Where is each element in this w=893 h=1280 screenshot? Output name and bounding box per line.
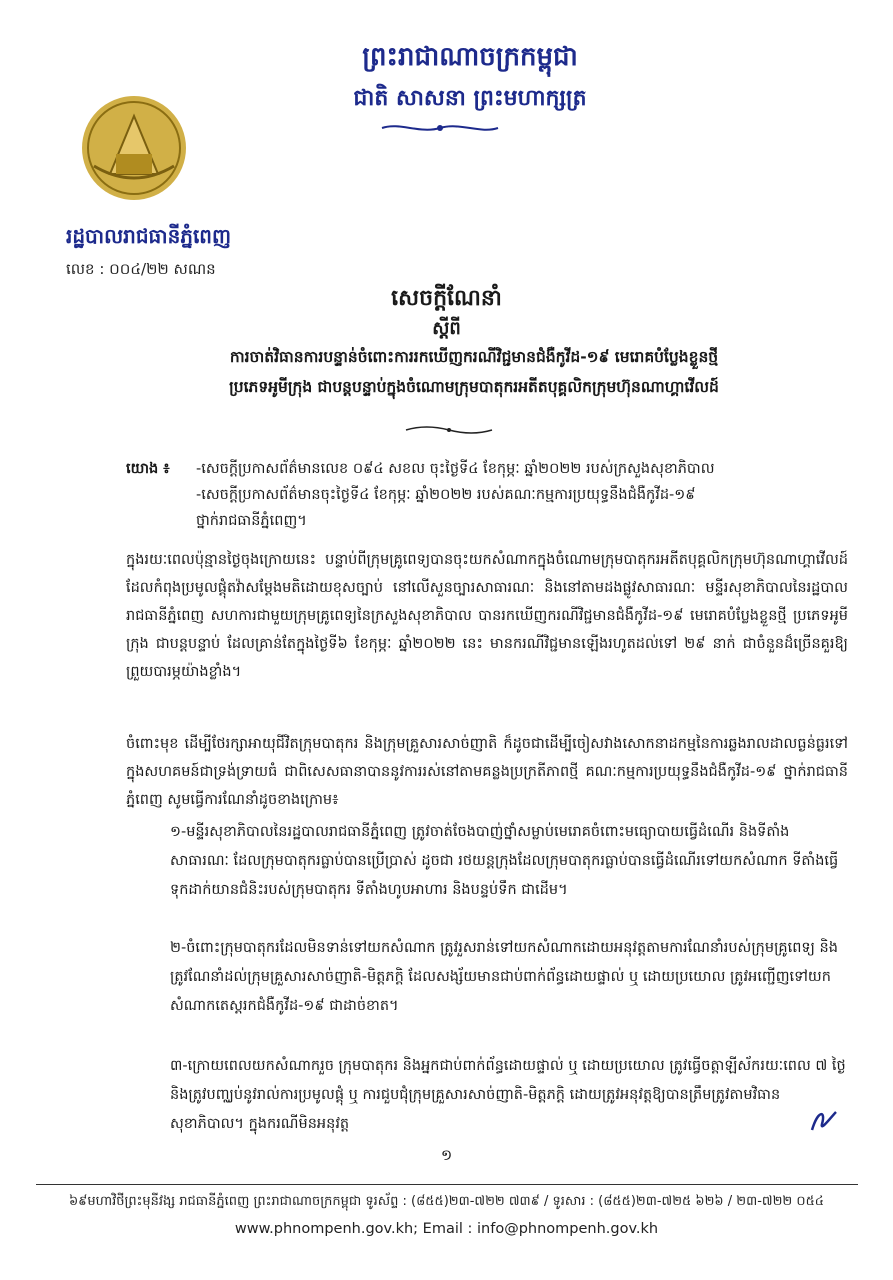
instruction-item-2: ២-ចំពោះក្រុមបាតុករដែលមិនទាន់ទៅយកសំណាក ត្រូវរួសរាន់ទៅយកសំណាកដោយអនុវត្តតាមការណែនាំរបស់ក្រុមគ្រូពេទ្យ និងត្រូវណែនាំដល់ក្រុមគ្រួសារសាច់ញាតិ-មិត្តភក្តិ ដែលសង្ស័យមានជាប់ពាក់ព័ន្ធដោយផ្ទាល់ ឬ ដោយប្រយោល ត្រូវអញ្ជើញទៅយកសំណាកតេស្តរកជំងឺកូវីដ-១៩ ជាដាច់ខាត។ [170,940,838,1014]
reference-number: លេខ : ០០៤/២២ សណន [66,260,216,278]
reference-row-1 [126,456,846,482]
ornament-divider-icon [380,120,500,136]
reference-2-line-2: ថ្នាក់រាជធានីភ្នំពេញ។ [196,513,307,529]
page-number: ១ [440,1146,453,1164]
subject-line-2: ប្រភេទអូមីក្រុង ជាបន្តបន្ទាប់ក្នុងចំណោមក្រុមបាតុករអតីតបុគ្គលិកក្រុមហ៊ុនណាហ្គាវើលដ៍ [229,378,719,396]
subject-line-1: ការចាត់វិធានការបន្ទាន់ចំពោះការរកឃើញករណីវិជ្ជមានជំងឺកូវីដ-១៩ មេរោគបំប្លែងខ្លួនថ្មី [229,348,719,366]
footer-web-email: www.phnompenh.gov.kh; Email : info@phnompenh.gov.kh [234,1221,659,1237]
reference-2-line-1: -សេចក្តីប្រកាសព័ត៌មានចុះថ្ងៃទី៤ ខែកុម្ភៈ ឆ្នាំ២០២២ របស់គណៈកម្មការប្រយុទ្ធនឹងជំងឺកូវីដ-១៩ [196,487,696,503]
footer-divider [36,1184,858,1185]
national-motto: ជាតិ សាសនា ព្រះមហាក្សត្រ [353,86,587,111]
signature-mark-icon [808,1106,840,1138]
kingdom-heading: ព្រះរាជាណាចក្រកម្ពុជា [362,42,578,72]
document-subject [124,342,824,402]
references-block [126,456,846,534]
title-ornament-icon [404,424,494,436]
instruction-item-3: ៣-ក្រោយពេលយកសំណាករួច ក្រុមបាតុករ និងអ្នកជាប់ពាក់ព័ន្ធដោយផ្ទាល់ ឬ ដោយប្រយោល ត្រូវធ្វើចត្តាឡីស័ករយៈពេល ៧ ថ្ងៃ និងត្រូវបញ្ឈប់នូវរាល់ការប្រមូលផ្តុំ ឬ ការជួបជុំក្រុមគ្រួសារសាច់ញាតិ-មិត្តភក្តិ ដោយត្រូវអនុវត្តឱ្យបានត្រឹមត្រូវតាមវិធានសុខាភិបាល។ ក្នុងករណីមិនអនុវត្ត [170,1058,846,1132]
seal-emblem-icon [80,94,188,202]
reference-1: -សេចក្តីប្រកាសព័ត៌មានលេខ ០៩៤ សខល ចុះថ្ងៃទី៤ ខែកុម្ភៈ ឆ្នាំ២០២២ របស់ក្រសួងសុខាភិបាល [196,461,715,477]
document-title: សេចក្តីណែនាំ [391,286,502,311]
footer-address: ៦៩មហាវិថីព្រះមុនីវង្ស រាជធានីភ្នំពេញ ព្រះរាជាណាចក្រកម្ពុជា ទូរស័ព្ទ : (៨៥៥)២៣-៧២២ ៧៣៩ / ទូរសារ : (៨៥៥)២៣-៧២៥ ៦២៦ / ២៣-៧២២ ០៥៤ [68,1194,825,1209]
instruction-item-1: ១-មន្ទីរសុខាភិបាលនៃរដ្ឋបាលរាជធានីភ្នំពេញ ត្រូវចាត់ចែងបាញ់ថ្នាំសម្លាប់មេរោគចំពោះមធ្យោបាយធ្វើដំណើរ និងទីតាំងសាធារណៈ ដែលក្រុមបាតុករធ្លាប់បានប្រើប្រាស់ ដូចជា រថយន្តក្រុងដែលក្រុមបាតុករធ្លាប់បានធ្វើដំណើរទៅយកសំណាក ទីតាំងធ្វើទុកដាក់យានជំនិះរបស់ក្រុមបាតុករ ទីតាំងហូបអាហារ និងបន្ទប់ទឹក ជាដើម។ [170,824,839,898]
paragraph-1: ក្នុងរយៈពេលប៉ុន្មានថ្ងៃចុងក្រោយនេះ បន្ទាប់ពីក្រុមគ្រូពេទ្យបានចុះយកសំណាកក្នុងចំណោមក្រុមបាតុករអតីតបុគ្គលិកក្រុមហ៊ុនណាហ្គាវើលដ៍ ដែលកំពុងប្រមូលផ្តុំតវ៉ាសម្តែងមតិដោយខុសច្បាប់ នៅលើសួនច្បារសាធារណៈ និងនៅតាមដងផ្លូវសាធារណៈ មន្ទីរសុខាភិបាលនៃរដ្ឋបាលរាជធានីភ្នំពេញ សហការជាមួយក្រុមគ្រូពេទ្យនៃក្រសួងសុខាភិបាល បានរកឃើញករណីវិជ្ជមានជំងឺកូវីដ-១៩ មេរោគបំប្លែងខ្លួនថ្មី ប្រភេទអូមីក្រុង ជាបន្តបន្ទាប់ ដែលគ្រាន់តែក្នុងថ្ងៃទី៦ ខែកុម្ភៈ ឆ្នាំ២០២២ នេះ មានករណីវិជ្ជមានឡើងរហូតដល់ទៅ ២៩ នាក់ ជាចំនួនដ៏ច្រើនគួរឱ្យព្រួយបារម្ភយ៉ាងខ្លាំង។ [126,552,848,680]
issuing-authority: រដ្ឋបាលរាជធានីភ្នំពេញ [66,224,232,248]
references-label: យោង ៖ [126,461,170,477]
document-about: ស្តីពី [432,318,461,339]
paragraph-2: ចំពោះមុខ ដើម្បីថែរក្សាអាយុជីវិតក្រុមបាតុករ និងក្រុមគ្រួសារសាច់ញាតិ ក៏ដូចជាដើម្បីចៀសវាងសោកនាដកម្មនៃការឆ្លងរាលដាលធ្ងន់ធ្ងរទៅក្នុងសហគមន៍ជាទ្រង់ទ្រាយធំ ជាពិសេសធានាបាននូវការរស់នៅតាមគន្លងប្រក្រតីភាពថ្មី គណៈកម្មការប្រយុទ្ធនឹងជំងឺកូវីដ-១៩ ថ្នាក់រាជធានីភ្នំពេញ សូមធ្វើការណែនាំដូចខាងក្រោម៖ [126,736,848,808]
